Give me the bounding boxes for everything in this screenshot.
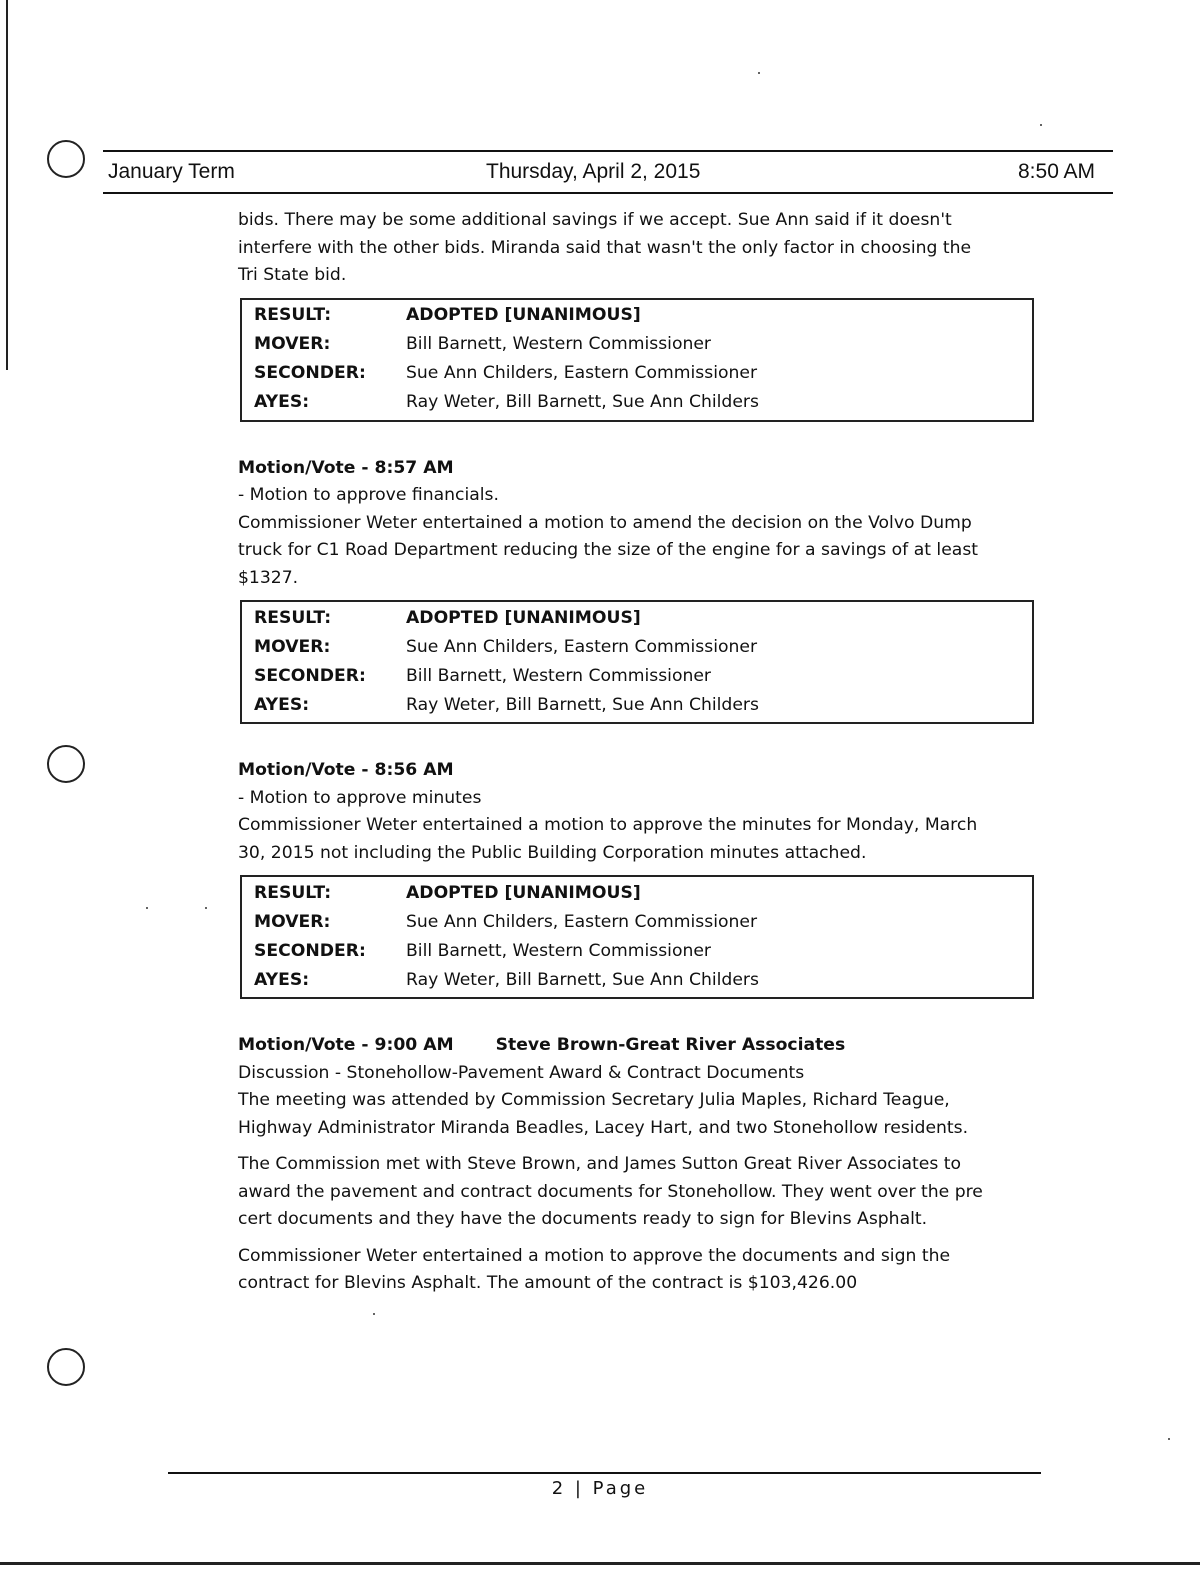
motion-heading-row <box>238 1032 1058 1060</box>
vote-label: MOVER: <box>254 911 331 932</box>
header-rule-top <box>103 150 1113 152</box>
motion-text-line: Commissioner Weter entertained a motion to amend the decision on the Volvo Dump <box>238 512 972 533</box>
vote-mover: Sue Ann Childers, Eastern Commissioner <box>406 636 758 657</box>
minutes-body <box>238 207 1058 1298</box>
vote-ayes: Ray Weter, Bill Barnett, Sue Ann Childers <box>406 694 759 715</box>
vote-result: ADOPTED [UNANIMOUS] <box>406 882 641 903</box>
motion-subtitle: Discussion - Stonehollow-Pavement Award & Contract Documents <box>238 1062 805 1083</box>
vote-row-mover <box>242 908 1032 937</box>
attendance-line: Highway Administrator Miranda Beadles, Lacey Hart, and two Stonehollow residents. <box>238 1117 969 1138</box>
motion-text-line: $1327. <box>238 567 299 588</box>
vote-mover: Sue Ann Childers, Eastern Commissioner <box>406 911 758 932</box>
header-rule-bottom <box>103 192 1113 194</box>
vote-row-mover <box>242 633 1032 662</box>
binder-hole <box>47 140 85 178</box>
paragraph-line: award the pavement and contract documents for Stonehollow. They went over the pre <box>238 1181 983 1202</box>
header-time: 8:50 AM <box>1018 160 1096 183</box>
vote-result-table <box>240 298 1034 422</box>
vote-row-result <box>242 302 1032 331</box>
vote-result-table <box>240 875 1034 999</box>
vote-row-seconder <box>242 662 1032 691</box>
vote-row-seconder <box>242 937 1032 966</box>
header-term: January Term <box>108 160 235 183</box>
intro-line: bids. There may be some additional savings if we accept. Sue Ann said if it doesn't <box>238 210 952 230</box>
motion-text-line: truck for C1 Road Department reducing the size of the engine for a savings of at least <box>238 540 979 560</box>
vote-label: SECONDER: <box>254 940 366 961</box>
scan-speck <box>373 1313 375 1315</box>
intro-line: interfere with the other bids. Miranda said that wasn't the only factor in choosing the <box>238 237 972 258</box>
vote-seconder: Bill Barnett, Western Commissioner <box>406 665 712 686</box>
vote-row-ayes <box>242 691 1032 720</box>
vote-label: SECONDER: <box>254 665 366 686</box>
vote-ayes: Ray Weter, Bill Barnett, Sue Ann Childers <box>406 969 759 990</box>
intro-line: Tri State bid. <box>238 265 347 285</box>
vote-label: SECONDER: <box>254 363 366 384</box>
vote-label: AYES: <box>254 969 310 990</box>
paragraph-line: Commissioner Weter entertained a motion to approve the documents and sign the <box>238 1245 951 1266</box>
vote-row-result <box>242 604 1032 633</box>
vote-row-ayes <box>242 966 1032 995</box>
motion-heading: Motion/Vote - 8:57 AM <box>238 457 454 478</box>
scan-speck <box>1040 124 1042 126</box>
vote-row-seconder <box>242 360 1032 389</box>
scan-bottom-edge <box>0 1562 1200 1565</box>
vote-label: MOVER: <box>254 334 331 355</box>
scan-speck <box>205 907 207 909</box>
vote-mover: Bill Barnett, Western Commissioner <box>406 334 712 355</box>
scan-speck <box>1168 1438 1170 1440</box>
vote-label: AYES: <box>254 694 310 715</box>
vote-result-table <box>240 600 1034 724</box>
binder-hole <box>47 1348 85 1386</box>
page-number: 2 | Page <box>551 1478 649 1499</box>
binder-hole <box>47 745 85 783</box>
motion-presenter: Steve Brown-Great River Associates <box>495 1035 846 1055</box>
scan-speck <box>146 907 148 909</box>
paragraph-line: contract for Blevins Asphalt. The amount of the contract is $103,426.00 <box>238 1273 858 1293</box>
vote-result: ADOPTED [UNANIMOUS] <box>406 305 641 326</box>
motion-heading: Motion/Vote - 8:56 AM <box>238 760 454 780</box>
motion-subtitle: - Motion to approve financials. <box>238 485 499 505</box>
vote-seconder: Sue Ann Childers, Eastern Commissioner <box>406 363 758 384</box>
motion-text-line: Commissioner Weter entertained a motion to approve the minutes for Monday, March <box>238 815 978 835</box>
vote-ayes: Ray Weter, Bill Barnett, Sue Ann Childers <box>406 392 759 413</box>
scan-left-edge <box>6 0 8 370</box>
motion-text-line: 30, 2015 not including the Public Building Corporation minutes attached. <box>238 842 867 863</box>
vote-label: AYES: <box>254 392 310 413</box>
motion-heading: Motion/Vote - 9:00 AM <box>238 1035 454 1055</box>
attendance-line: The meeting was attended by Commission Secretary Julia Maples, Richard Teague, <box>238 1090 950 1110</box>
paragraph-line: The Commission met with Steve Brown, and James Sutton Great River Associates to <box>238 1154 962 1174</box>
header-date: Thursday, April 2, 2015 <box>486 160 701 183</box>
footer-rule <box>168 1472 1041 1474</box>
vote-row-result <box>242 879 1032 908</box>
vote-label: MOVER: <box>254 636 331 657</box>
vote-result: ADOPTED [UNANIMOUS] <box>406 607 641 628</box>
vote-row-mover <box>242 331 1032 360</box>
vote-label: RESULT: <box>254 882 332 903</box>
scan-speck <box>758 72 760 74</box>
paragraph-line: cert documents and they have the documents ready to sign for Blevins Asphalt. <box>238 1209 928 1229</box>
vote-row-ayes <box>242 389 1032 418</box>
vote-label: RESULT: <box>254 607 332 628</box>
vote-seconder: Bill Barnett, Western Commissioner <box>406 940 712 961</box>
motion-subtitle: - Motion to approve minutes <box>238 787 482 808</box>
vote-label: RESULT: <box>254 305 332 326</box>
